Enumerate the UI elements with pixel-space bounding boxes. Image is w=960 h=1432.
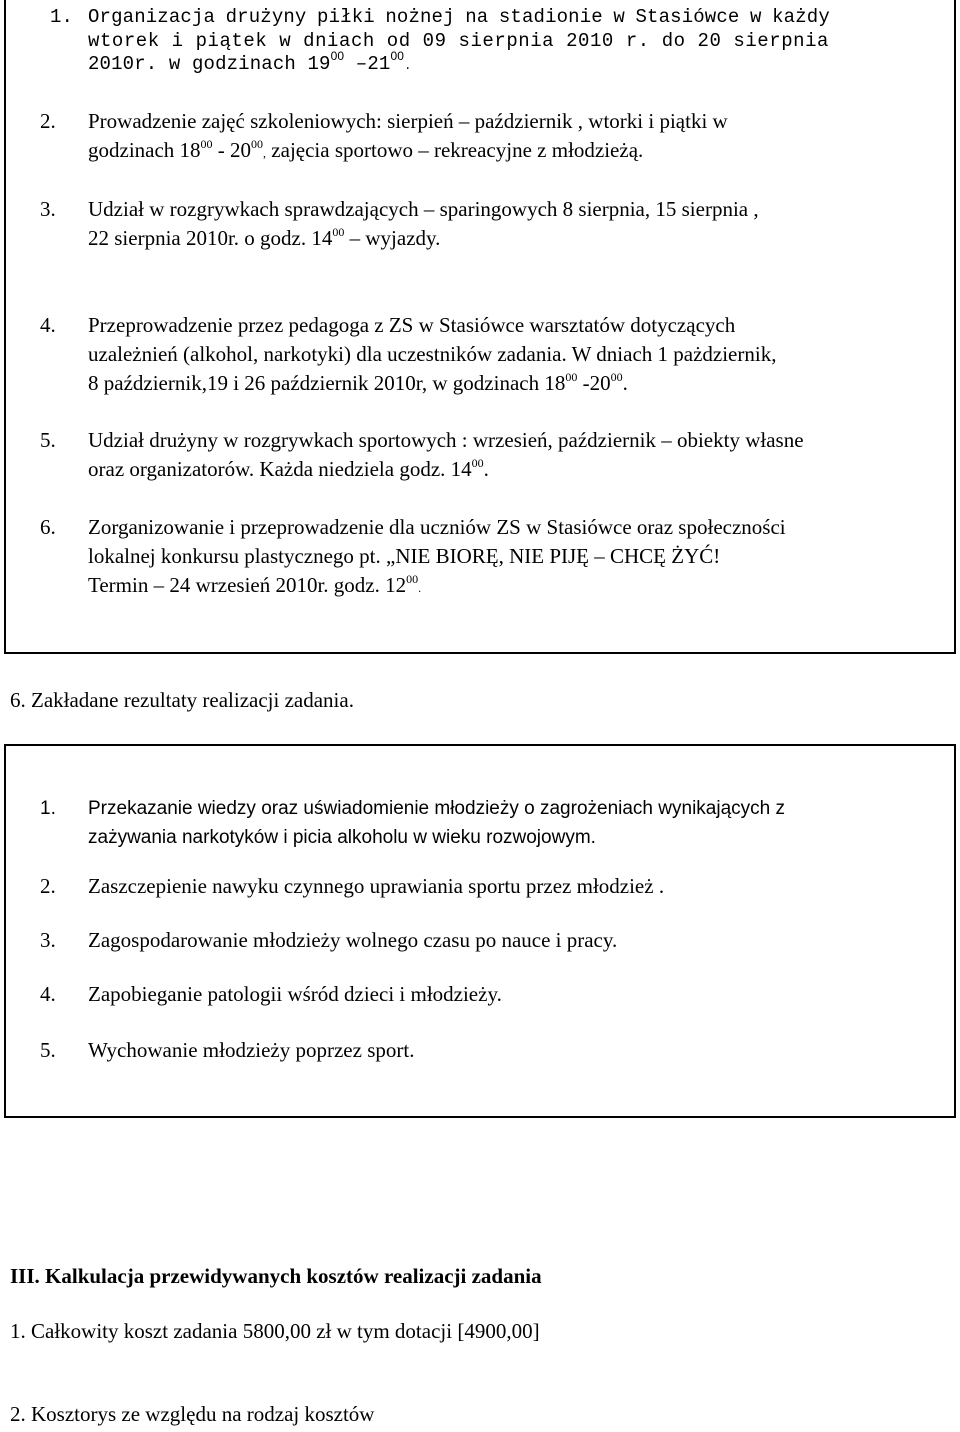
item-line: Zagospodarowanie młodzieży wolnego czasu po nauce i pracy. — [88, 928, 618, 952]
item-line: Prowadzenie zajęć szkoleniowych: sierpień – październik , wtorki i piątki w — [88, 109, 728, 133]
item-line: uzależnień (alkohol, narkotyki) dla uczestników zadania. W dniach 1 pażdziernik, — [88, 342, 777, 366]
section-title: Kalkulacja przewidywanych kosztów realizacji zadania — [39, 1264, 542, 1288]
item-text — [88, 195, 759, 253]
section-iii-heading — [10, 1264, 542, 1289]
superscript: 00 — [200, 137, 213, 151]
item-text-part: – wyjazdy. — [344, 226, 441, 250]
item-text-part: , — [263, 146, 267, 160]
item-text-part: godzinach 18 — [88, 138, 201, 162]
item-text-part: Termin – 24 wrzesień 2010r. godz. 12 — [88, 573, 407, 597]
item-text-part: 22 sierpnia 2010r. o godz. 14 — [88, 226, 333, 250]
item-line: Udział w rozgrywkach sprawdzających – sparingowych 8 sierpnia, 15 sierpnia , — [88, 197, 759, 221]
item-text-part: –21 — [344, 53, 391, 75]
item-line: Zaszczepienie nawyku czynnego uprawiania sportu przez młodzież . — [88, 874, 665, 898]
item-line: Przekazanie wiedzy oraz uświadomienie młodzieży o zagrożeniach wynikających z — [88, 798, 785, 819]
item-line: Organizacja drużyny piłki nożnej na stadionie w Stasiówce w każdy — [88, 6, 830, 28]
item-text — [88, 794, 785, 852]
item-text-part: . — [404, 59, 412, 73]
item-text — [88, 513, 786, 603]
item-line — [88, 369, 776, 398]
item-text-part: . — [418, 581, 422, 595]
item-line — [88, 224, 759, 253]
item-line: zażywania narkotyków i picia alkoholu w wieku rozwojowym. — [88, 827, 596, 848]
item-number: 3. — [40, 928, 56, 952]
item-text-part: -20 — [577, 371, 611, 395]
item-line: Wychowanie młodzieży poprzez sport. — [88, 1038, 415, 1062]
item-number: 4. — [40, 313, 56, 337]
item-text-part: . — [622, 371, 628, 395]
item-number: 2. — [40, 109, 56, 133]
superscript: 00 — [390, 49, 405, 63]
item-text-part: zajęcia sportowo – rekreacyjne z młodzieżą. — [266, 138, 644, 162]
item-text — [88, 426, 804, 484]
item-text — [88, 6, 954, 79]
total-cost-line: 1. Całkowity koszt zadania 5800,00 zł w tym dotacji [4900,00] — [10, 1319, 540, 1343]
item-line: Udział drużyny w rozgrywkach sportowych : wrzesień, październik – obiekty własne — [88, 428, 804, 452]
item-line — [88, 49, 954, 79]
superscript: 00 — [251, 137, 264, 151]
item-number: 5. — [40, 1038, 56, 1062]
item-line — [88, 136, 728, 168]
item-number: 1. — [50, 6, 74, 28]
item-text — [88, 311, 776, 398]
superscript: 00 — [471, 456, 484, 470]
item-number: 6. — [40, 515, 56, 539]
item-line: Przeprowadzenie przez pedagoga z ZS w Stasiówce warsztatów dotyczących — [88, 313, 736, 337]
item-text-part: oraz organizatorów. Każda niedziela godz. 14 — [88, 457, 472, 481]
item-text — [88, 980, 502, 1009]
superscript: 00 — [332, 225, 345, 239]
item-line: Zapobieganie patologii wśród dzieci i młodzieży. — [88, 982, 502, 1006]
item-text — [88, 872, 664, 901]
item-number: 4. — [40, 982, 56, 1006]
item-text-part: . — [483, 457, 489, 481]
item-line: lokalnej konkursu plastycznego pt. „NIE BIORĘ, NIE PIJĘ – CHCĘ ŻYĆ! — [88, 544, 721, 568]
item-text-part: 8 październik,19 i 26 październik 2010r, w godzinach 18 — [88, 371, 566, 395]
results-heading: 6. Zakładane rezultaty realizacji zadania. — [10, 688, 354, 712]
item-line — [88, 571, 786, 603]
item-number: 2. — [40, 874, 56, 898]
superscript: 00 — [406, 572, 419, 586]
cost-estimate-line: 2. Kosztorys ze względu na rodzaj kosztów — [10, 1402, 375, 1426]
section-roman-numeral: III. — [10, 1264, 40, 1288]
item-line: Zorganizowanie i przeprowadzenie dla uczniów ZS w Stasiówce oraz społeczności — [88, 515, 786, 539]
superscript: 00 — [330, 49, 345, 63]
item-number: 1. — [40, 798, 56, 819]
item-number: 3. — [40, 197, 56, 221]
item-text-part: 2010r. w godzinach 19 — [88, 53, 331, 75]
superscript: 00 — [610, 370, 623, 384]
item-line — [88, 455, 804, 484]
item-text — [88, 926, 617, 955]
item-line: wtorek i piątek w dniach od 09 sierpnia 2010 r. do 20 sierpnia — [88, 29, 830, 52]
item-text — [88, 1036, 414, 1065]
item-text-part: - 20 — [212, 138, 252, 162]
superscript: 00 — [565, 370, 578, 384]
item-text — [88, 107, 728, 168]
item-number: 5. — [40, 428, 56, 452]
